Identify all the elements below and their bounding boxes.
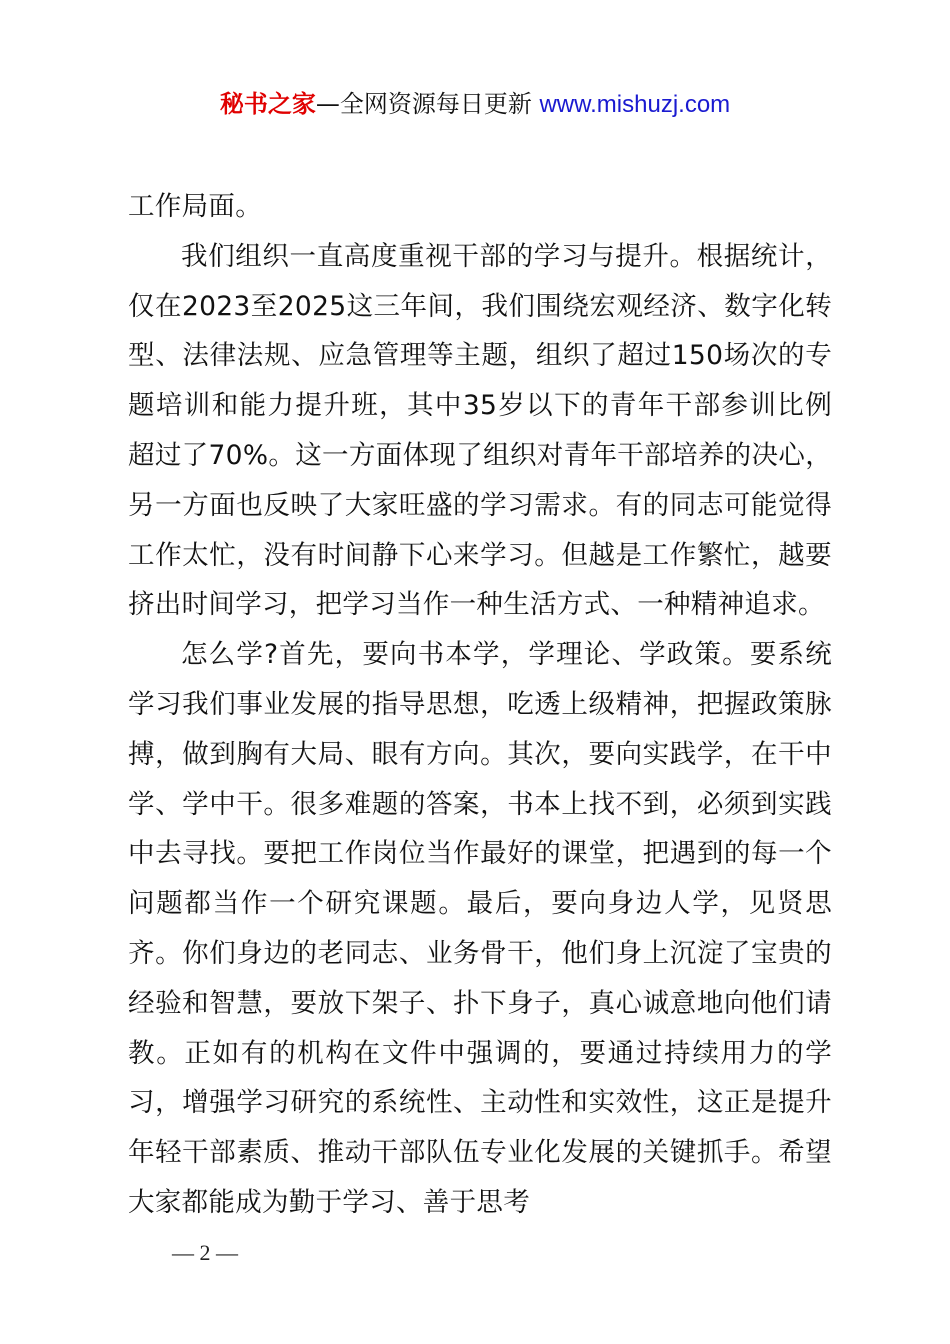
- paragraph: 工作局面。: [128, 191, 262, 222]
- site-brand: 秘书之家: [219, 90, 316, 118]
- paragraph: 我们组织一直高度重视干部的学习与提升。根据统计，仅在2023至2025这三年间，我们围绕宏观经济、数字化转型、法律法规、应急管理等主题，组织了超过150场次的专题培训和能力提升班，其中35岁以下的青年干部参训比例超过了70%。这一方面体现了组织对青年干部培养的决心，另一方面也反映了大家旺盛的学习需求。有的同志可能觉得工作太忙，没有时间静下心来学习。但越是工作繁忙，越要挤出时间学习，把学习当作一种生活方式、一种精神追求。: [128, 240, 832, 621]
- page-header: [0, 88, 950, 121]
- paragraph: 怎么学?首先，要向书本学，学理论、学政策。要系统学习我们事业发展的指导思想，吃透上级精神，把握政策脉搏，做到胸有大局、眼有方向。其次，要向实践学，在干中学、学中干。很多难题的答案，书本上找不到，必须到实践中去寻找。要把工作岗位当作最好的课堂，把遇到的每一个问题都当作一个研究课题。最后，要向身边人学，见贤思齐。你们身边的老同志、业务骨干，他们身上沉淀了宝贵的经验和智慧，要放下架子、扑下身子，真心诚意地向他们请教。正如有的机构在文件中强调的，要通过持续用力的学习，增强学习研究的系统性、主动性和实效性，这正是提升年轻干部素质、推动干部队伍专业化发展的关键抓手。希望大家都能成为勤于学习、善于思考: [128, 639, 832, 1218]
- page-number: — 2 —: [172, 1240, 238, 1265]
- site-tagline: —全网资源每日更新: [315, 90, 532, 118]
- document-body: [128, 182, 832, 1228]
- site-url-link[interactable]: www.mishuzj.com: [539, 91, 731, 118]
